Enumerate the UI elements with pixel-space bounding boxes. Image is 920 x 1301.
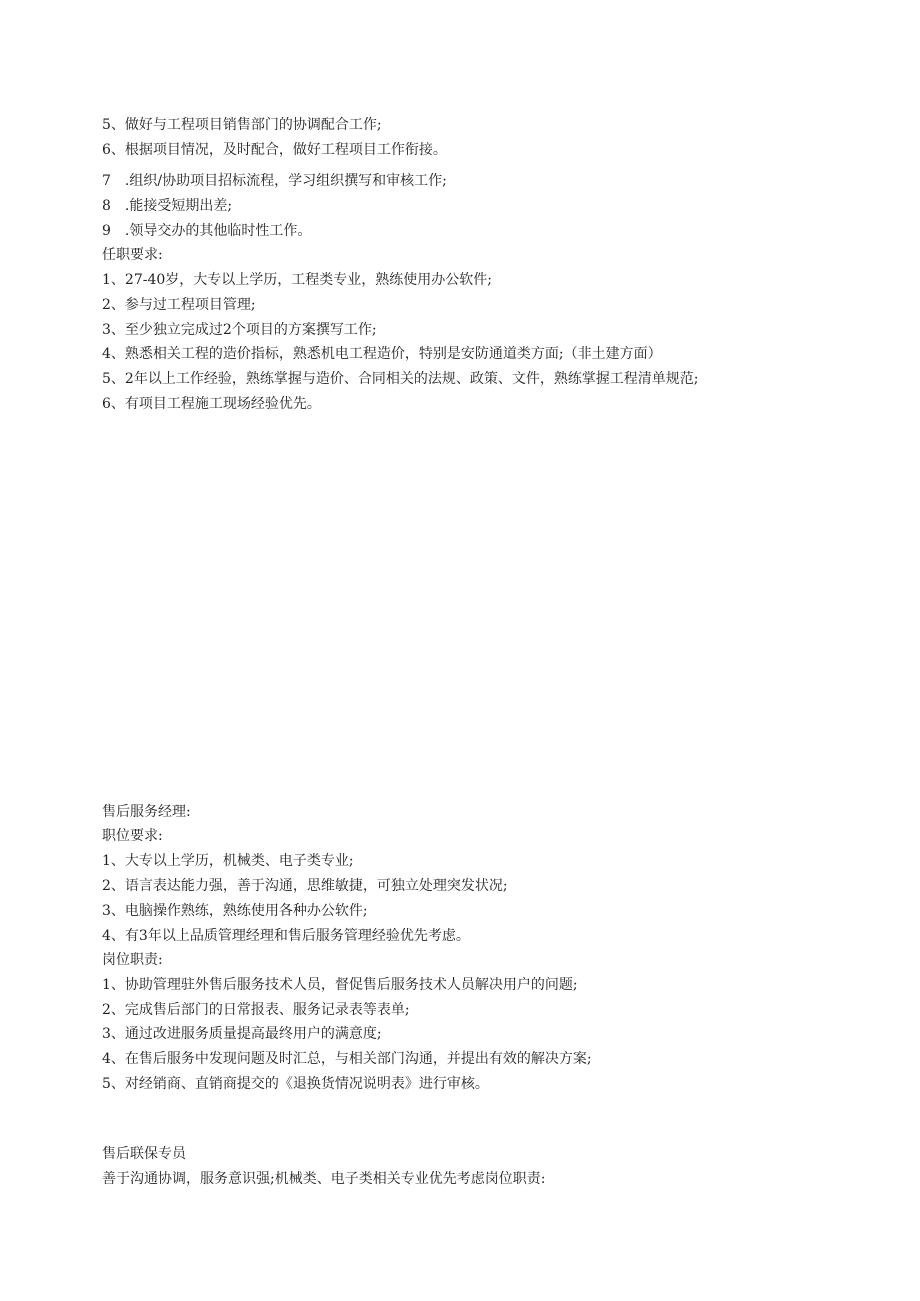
- requirement-item-1: 1、27-40岁，大专以上学历，工程类专业，熟练使用办公软件;: [102, 272, 492, 288]
- duty-item-8: 8 .能接受短期出差;: [102, 198, 233, 214]
- duties-heading: 岗位职责:: [102, 952, 163, 968]
- requirements-heading: 任职要求:: [102, 247, 163, 263]
- duty-item-5: 5、做好与工程项目销售部门的协调配合工作;: [102, 117, 382, 133]
- requirement-item-2: 2、参与过工程项目管理;: [102, 297, 256, 313]
- requirement-item-4: 4、熟悉相关工程的造价指标，熟悉机电工程造价，特别是安防通道类方面;（非土建方面）: [102, 346, 662, 362]
- manager-duty-item-4: 4、在售后服务中发现问题及时汇总，与相关部门沟通，并提出有效的解决方案;: [102, 1051, 592, 1067]
- after-sales-specialist-title: 售后联保专员: [102, 1146, 186, 1162]
- duty-item-6: 6、根据项目情况，及时配合，做好工程项目工作衔接。: [102, 142, 447, 158]
- duty-item-9: 9 .领导交办的其他临时性工作。: [102, 223, 312, 239]
- manager-duty-item-2: 2、完成售后部门的日常报表、服务记录表等表单;: [102, 1002, 410, 1018]
- job-requirement-item-3: 3、电脑操作熟练，熟练使用各种办公软件;: [102, 903, 368, 919]
- job-requirement-item-1: 1、大专以上学历，机械类、电子类专业;: [102, 853, 354, 869]
- job-requirement-item-2: 2、语言表达能力强，善于沟通，思维敏捷，可独立处理突发状况;: [102, 878, 508, 894]
- duty-item-7: 7 .组织/协助项目招标流程，学习组织撰写和审核工作;: [102, 173, 447, 189]
- manager-duty-item-5: 5、对经销商、直销商提交的《退换货情况说明表》进行审核。: [102, 1076, 489, 1092]
- after-sales-specialist-description: 善于沟通协调，服务意识强;机械类、电子类相关专业优先考虑岗位职责:: [102, 1171, 546, 1187]
- job-requirement-item-4: 4、有3年以上品质管理经理和售后服务管理经验优先考虑。: [102, 928, 470, 944]
- after-sales-manager-title: 售后服务经理:: [102, 804, 191, 820]
- requirement-item-5: 5、2年以上工作经验，熟练掌握与造价、合同相关的法规、政策、文件，熟练掌握工程清单规范;: [102, 371, 699, 387]
- requirement-item-3: 3、至少独立完成过2个项目的方案撰写工作;: [102, 322, 377, 338]
- requirement-item-6: 6、有项目工程施工现场经验优先。: [102, 396, 321, 412]
- manager-duty-item-3: 3、通过改进服务质量提高最终用户的满意度;: [102, 1026, 382, 1042]
- job-requirements-heading: 职位要求:: [102, 828, 163, 844]
- manager-duty-item-1: 1、协助管理驻外售后服务技术人员，督促售后服务技术人员解决用户的问题;: [102, 977, 578, 993]
